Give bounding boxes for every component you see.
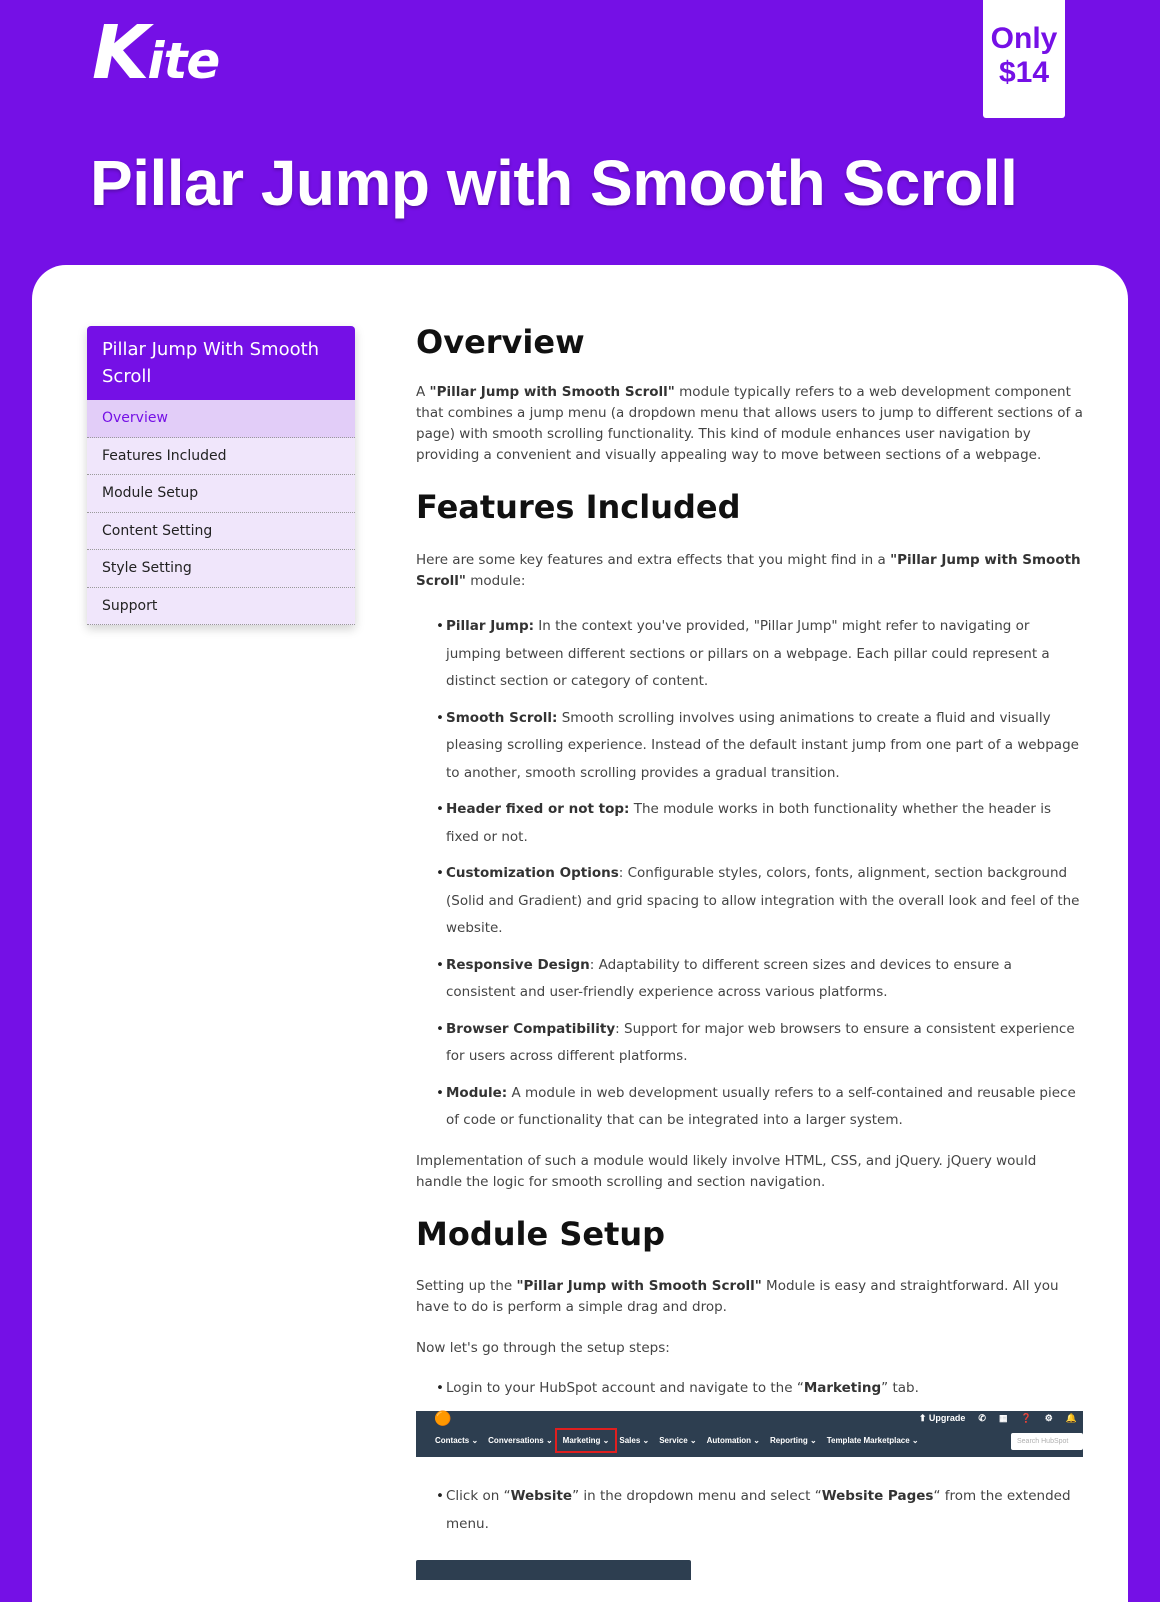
logo-letters-ite: ite (147, 32, 220, 90)
module-setup-heading: Module Setup (416, 1214, 666, 1253)
price-badge-line1: Only (990, 22, 1058, 55)
setup-steps-list-2 (416, 1483, 1084, 1538)
nav-reporting: Reporting ⌄ (770, 1436, 817, 1445)
setup-step-1 (436, 1375, 1084, 1403)
website-menu-screenshot (416, 1560, 691, 1580)
feature-item-browser-compat (436, 1016, 1084, 1071)
features-intro-c: module: (465, 573, 526, 589)
sidebar-item-support[interactable]: Support (87, 588, 355, 626)
nav-marketing-highlighted: Marketing ⌄ (562, 1436, 610, 1445)
feature-item-pillar-jump (436, 613, 1084, 696)
sidebar-item-style-setting[interactable]: Style Setting (87, 550, 355, 588)
setup-steps-list (416, 1375, 1084, 1403)
hubspot-nav-right (919, 1413, 1077, 1424)
step1-c: ” tab. (881, 1379, 919, 1396)
feature-text: In the context you've provided, "Pillar Jump" might refer to navigating or jumping between different sections or pillars on a webpage. Each pillar could represent a distinct section or category of content. (446, 618, 1050, 689)
feature-item-module (436, 1080, 1084, 1135)
step2-e: “ from the extended menu. (446, 1488, 1071, 1532)
price-badge[interactable] (983, 0, 1065, 118)
nav-template-marketplace: Template Marketplace ⌄ (826, 1436, 919, 1445)
hubspot-nav-screenshot (416, 1411, 1083, 1457)
phone-icon: ✆ (978, 1413, 986, 1423)
setup-p1-c: Module is easy and straightforward. All you have to do is perform a simple drag and drop. (416, 1277, 1059, 1315)
overview-heading: Overview (416, 323, 585, 361)
sidebar-title: Pillar Jump With Smooth Scroll (87, 326, 355, 400)
upgrade-link: ⬆ Upgrade (918, 1413, 966, 1423)
nav-service: Service ⌄ (659, 1436, 697, 1445)
feature-title: Smooth Scroll: (446, 709, 558, 726)
feature-title: Header fixed or not top: (446, 801, 630, 817)
step1-marketing: Marketing (803, 1379, 882, 1396)
hero-title: Pillar Jump with Smooth Scroll (90, 147, 1018, 219)
feature-title: Customization Options (446, 865, 619, 881)
overview-paragraph (416, 382, 1084, 466)
nav-contacts: Contacts ⌄ (435, 1436, 479, 1445)
feature-title: Browser Compatibility (446, 1020, 616, 1037)
features-intro-module-name: "Pillar Jump with Smooth Scroll" (416, 552, 1081, 589)
sidebar-item-module-setup[interactable]: Module Setup (87, 475, 355, 513)
hubspot-nav-links (435, 1436, 919, 1445)
setup-module-name: "Pillar Jump with Smooth Scroll" (516, 1277, 762, 1294)
setup-p1-a: Setting up the (416, 1277, 517, 1294)
features-heading: Features Included (416, 488, 741, 526)
hubspot-search-box: Search HubSpot (1011, 1433, 1083, 1450)
feature-title: Module: (446, 1084, 508, 1101)
kite-logo[interactable] (92, 10, 220, 96)
step2-c: ” in the dropdown menu and select “ (572, 1488, 822, 1504)
settings-gear-icon: ⚙ (1044, 1413, 1053, 1423)
nav-automation: Automation ⌄ (706, 1436, 760, 1445)
overview-text-a: A (416, 384, 430, 400)
nav-sales: Sales ⌄ (619, 1436, 650, 1445)
feature-text: A module in web development usually refers to a self-contained and reusable piece of code or functionality that can be integrated into a larger system. (446, 1084, 1076, 1128)
setup-paragraph-2: Now let's go through the setup steps: (416, 1339, 670, 1356)
setup-step-2 (436, 1483, 1084, 1538)
sidebar-item-overview[interactable]: Overview (87, 400, 355, 438)
feature-item-smooth-scroll (436, 705, 1084, 788)
features-outro: Implementation of such a module would likely involve HTML, CSS, and jQuery. jQuery would handle the logic for smooth scrolling and section navigation. (416, 1152, 1037, 1190)
feature-item-customization (436, 860, 1084, 943)
sidebar-nav (87, 326, 355, 625)
step2-a: Click on “ (446, 1488, 511, 1504)
feature-title: Responsive Design (446, 956, 590, 973)
feature-text: Smooth scrolling involves using animations to create a fluid and visually pleasing scrolling experience. Instead of the default instant jump from one part of a webpage to another, smooth scrolling provides a gradual transition. (446, 709, 1079, 781)
step2-website-pages: Website Pages (821, 1488, 934, 1504)
feature-text: : Support for major web browsers to ensure a consistent experience for users across different platforms. (446, 1020, 1075, 1064)
feature-text: The module works in both functionality whether the header is fixed or not. (446, 801, 1052, 845)
price-badge-price: $14 (998, 56, 1050, 89)
feature-title: Pillar Jump: (446, 618, 535, 634)
step2-website: Website (510, 1488, 573, 1504)
notifications-bell-icon: 🔔 (1065, 1413, 1077, 1423)
help-icon: ❓ (1020, 1413, 1032, 1423)
nav-conversations: Conversations ⌄ (488, 1436, 553, 1445)
feature-text: : Adaptability to different screen sizes and devices to ensure a consistent and user-friendly experience across various platforms. (446, 956, 1012, 1000)
features-intro (416, 550, 1084, 592)
feature-text: : Configurable styles, colors, fonts, alignment, section background (Solid and Gradient) and grid spacing to allow integration with the overall look and feel of the website. (446, 865, 1080, 936)
feature-item-responsive (436, 952, 1084, 1007)
overview-text-c: module typically refers to a web development component that combines a jump menu (a dropdown menu that allows users to jump to different sections of a page) with smooth scrolling functionality. This kind of module enhances user navigation by providing a convenient and visually appealing way to move between sections of a webpage. (416, 384, 1083, 463)
feature-item-header-fixed (436, 796, 1084, 851)
features-list (416, 613, 1084, 1135)
main-content (416, 322, 1084, 1580)
overview-module-name: "Pillar Jump with Smooth Scroll" (429, 384, 675, 400)
setup-paragraph-1 (416, 1276, 1084, 1318)
step1-a: Login to your HubSpot account and navigate to the “ (446, 1379, 804, 1396)
sidebar-item-content-setting[interactable]: Content Setting (87, 513, 355, 551)
marketplace-icon: ▦ (998, 1413, 1008, 1423)
logo-letter-k: K (92, 10, 148, 96)
features-intro-a: Here are some key features and extra effects that you might find in a (416, 552, 891, 568)
sidebar-item-features-included[interactable]: Features Included (87, 438, 355, 476)
hubspot-logo-icon: 🟠 (434, 1410, 452, 1426)
